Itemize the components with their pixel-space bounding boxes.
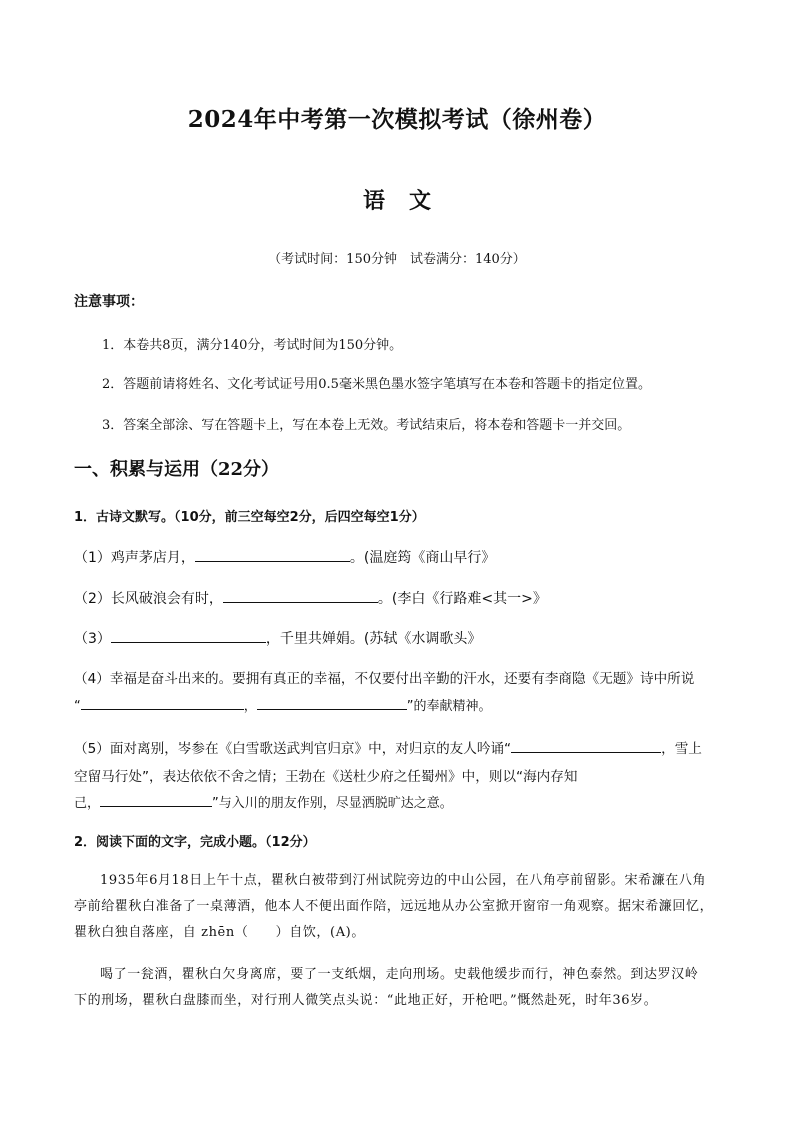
question-1-item-5-line-2: 空留马行处”，表达依依不舍之情；王勃在《送杜少府之任蜀州》中，则以“海内存知 [74,769,578,785]
exam-title: 2024年中考第一次模拟考试（徐州卷） [187,106,607,133]
item-prefix: （5）面对离别，岑参在《白雪歌送武判官归京》中，对归京的友人吟诵“ [74,741,512,757]
question-1-item-5-line-1 [74,737,702,757]
answer-blank[interactable] [195,546,350,562]
item-suffix: ，千里共婵娟。(苏轼《水调歌头》 [265,631,482,647]
item-suffix: 。(李白《行路难<其一>》 [377,591,547,607]
answer-blank[interactable] [81,694,244,710]
note-item: 2．答题前请将姓名、文化考试证号用0.5毫米黑色墨水签字笔填写在本卷和答题卡的指定位置。 [102,377,651,392]
paragraph-line: 瞿秋白独自落座，自 zhēn（ ）自饮，(A)。 [74,925,365,940]
question-1-item-1 [74,546,495,567]
item-suffix: ，雪上 [661,741,702,757]
separator: ， [243,699,257,714]
paragraph-line: 亭前给瞿秋白准备了一桌薄酒，他本人不便出面作陪，远远地从办公室掀开窗帘一角观察。据宋希濂回忆， [74,899,714,914]
exam-info: （考试时间：150分钟 试卷满分：140分） [268,252,526,267]
item-suffix: ”的奉献精神。 [406,699,492,714]
question-1-item-4-line-2 [74,694,492,714]
reading-paragraph-1 [74,868,724,946]
answer-blank[interactable] [223,587,378,603]
subject-char-1: 语 [362,188,385,214]
answer-blank[interactable] [257,694,407,710]
question-2-heading: 2．阅读下面的文字，完成小题。（12分） [74,835,316,850]
subject-title [0,184,794,215]
question-1-item-3 [74,627,481,648]
item-prefix: 己， [74,796,101,811]
answer-blank[interactable] [111,627,266,643]
reading-paragraph-2 [74,962,724,1014]
item-prefix: （3） [74,631,111,647]
item-prefix: （1）鸡声茅店月， [74,550,195,566]
note-item: 3．答案全部涂、写在答题卡上，写在本卷上无效。考试结束后，将本卷和答题卡一并交回。 [102,418,631,433]
paragraph-line: 1935年6月18日上午十点，瞿秋白被带到汀州试院旁边的中山公园，在八角亭前留影。宋希濂在八角 [100,873,707,888]
question-1-item-2 [74,587,547,608]
paragraph-line: 下的刑场，瞿秋白盘膝而坐，对行刑人微笑点头说：“此地正好，开枪吧。”慨然赴死，时年36岁。 [74,993,658,1008]
notes-heading: 注意事项： [74,294,144,310]
answer-blank[interactable] [511,737,661,753]
paragraph-line: 喝了一瓮酒，瞿秋白欠身离席，要了一支纸烟，走向刑场。史载他缓步而行，神色泰然。到达罗汉岭 [100,967,699,982]
answer-blank[interactable] [100,791,212,807]
question-1-item-4-line-1: （4）幸福是奋斗出来的。要拥有真正的幸福，不仅要付出辛勤的汗水，还要有李商隐《无题》诗中所说 [74,671,695,687]
question-1-item-5-line-3 [74,791,453,811]
item-prefix: （2）长风破浪会有时， [74,591,223,607]
open-quote: “ [74,699,81,714]
item-suffix: ”与入川的朋友作别，尽显洒脱旷达之意。 [212,796,453,811]
note-item: 1．本卷共8页，满分140分，考试时间为150分钟。 [102,338,403,353]
item-suffix: 。(温庭筠《商山早行》 [349,550,496,566]
question-1-heading: 1．古诗文默写。（10分，前三空每空2分，后四空每空1分） [74,510,425,525]
section-heading: 一、积累与运用（22分） [74,459,280,480]
subject-char-2: 文 [409,188,432,214]
